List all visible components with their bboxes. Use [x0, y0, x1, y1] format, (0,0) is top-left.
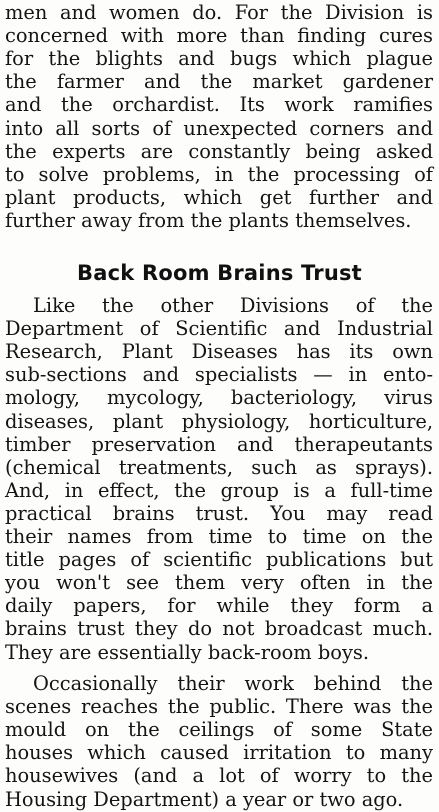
text-line: the farmer and the market gardener [5, 70, 433, 94]
text-line: (chemical treatments, such as sprays). [5, 455, 433, 479]
text-line: brains trust they do not broadcast much. [5, 617, 433, 641]
text-line: concerned with more than finding cures [5, 24, 433, 48]
text-line: title pages of scientific publications but [5, 548, 433, 572]
text-line: Occasionally their work behind the [33, 672, 433, 695]
text-line: timber preservation and therapeutants [5, 432, 433, 456]
text-line: the experts are constantly being asked [5, 139, 433, 163]
text-line: scenes reaches the public. There was the [5, 695, 433, 719]
text-line: diseases, plant physiology, horticulture, [5, 409, 433, 433]
text-line: housewives (and a lot of worry to the [5, 764, 433, 788]
text-line: plant products, which get further and [5, 185, 433, 209]
text-line: for the blights and bugs which plague [5, 47, 433, 71]
text-line: Research, Plant Diseases has its own [5, 340, 433, 364]
text-line: and the orchardist. Its work ramifies [5, 93, 433, 117]
text-line: Department of Scientific and Industrial [5, 317, 433, 341]
text-line: further away from the plants themselves. [5, 208, 412, 232]
text-line: practical brains trust. You may read [5, 501, 433, 525]
text-line: to solve problems, in the processing of [5, 162, 433, 186]
text-line: sub-sections and specialists — in ento- [5, 363, 433, 387]
text-line: mology, mycology, bacteriology, virus [5, 386, 433, 410]
section-heading: Back Room Brains Trust [77, 261, 362, 285]
text-line: They are essentially back-room boys. [5, 640, 370, 664]
text-line: you won't see them very often in the [5, 571, 433, 595]
text-line: Like the other Divisions of the [33, 294, 433, 317]
text-line: mould on the ceilings of some State [5, 718, 433, 742]
text-line: And, in effect, the group is a full-time [5, 478, 433, 502]
text-line: men and women do. For the Division is [5, 1, 433, 24]
text-line: daily papers, for while they form a [5, 594, 433, 618]
text-line: houses which caused irritation to many [5, 741, 433, 765]
text-line: into all sorts of unexpected corners and [5, 116, 433, 140]
text-line: their names from time to time on the [5, 525, 433, 548]
text-line: Housing Department) a year or two ago. [5, 787, 404, 811]
